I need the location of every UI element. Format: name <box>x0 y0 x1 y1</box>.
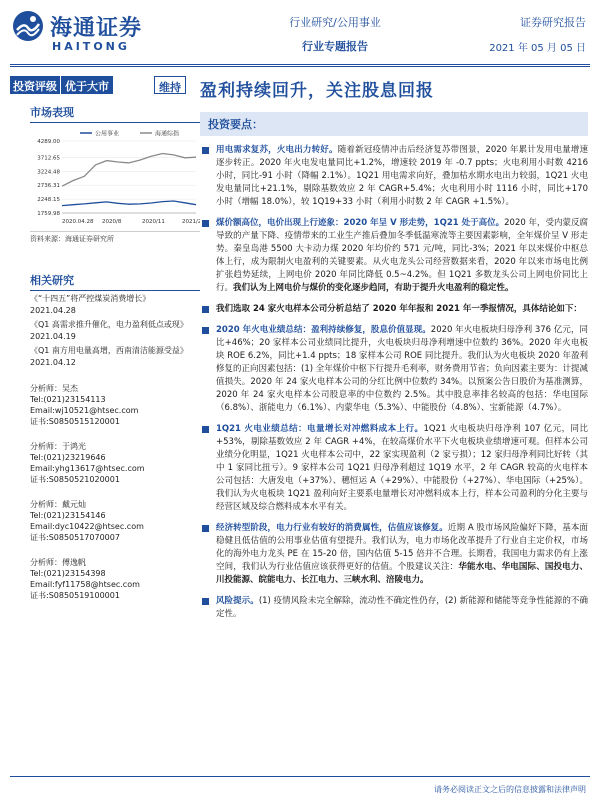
recommended-stocks: 华能水电、华电国际、国投电力、川投能源、皖能电力、长江电力、三峡水利、涪陵电力。 <box>216 562 588 585</box>
analyst-tel: Tel:(021)23154398 <box>30 569 106 578</box>
analyst-name: 分析师：于鸿光 <box>30 442 86 451</box>
report-type: 行业专题报告 <box>302 40 368 53</box>
key-point-body: 1Q21 火电板块归母净利 107 亿元，同比+53%，剔除基数效应 2 年 CAGR +4%，在较高煤价水平下火电板块业绩增速可观。但样本公司业绩分化明显，1Q21 火电样本公司中，22 家实现盈利（2 家亏损）；12 家归母净利同比好转（其中 1 家同比扭亏）。9 家样本公司 1Q21 归母净利超过 1Q19 水平，2 年 CAGR 较高的火电样本公司包括：大唐发电（+37%）、穗恒运 A（+29%）、中能股份（+27%）、华电国际（+25%）。我们认为火电板块 1Q21 盈利向好主要系电量增长对冲燃料成本上行，样本公司盈利的分化主要与经营区域及综合燃料成本水平有关。 <box>216 424 588 512</box>
series-line <box>62 201 196 206</box>
related-item-date: 2021.04.19 <box>30 332 76 341</box>
legend-label: 海通综指 <box>155 130 180 138</box>
related-heading: 相关研究 <box>30 272 200 291</box>
chart-source: 资料来源：海通证券研究所 <box>30 231 200 244</box>
related-item-title[interactable]: 《Q1 南方用电量高增，西南清洁能源受益》 <box>30 346 188 355</box>
analyst-cert: 证书:S0850515120001 <box>30 417 120 426</box>
bullet-square-icon <box>202 426 209 433</box>
bullet-square-icon <box>202 147 209 154</box>
company-logo <box>12 10 182 56</box>
bullet-square-icon <box>202 306 209 313</box>
related-item-title[interactable]: 《Q1 高需求推升催化，电力盈利低点或现》 <box>30 320 188 329</box>
series-line <box>62 154 196 187</box>
y-tick-label: 2248.15 <box>37 197 60 204</box>
key-point-lead: 煤价额高位，电价出现上行迹象：2020 年呈 V 形走势，1Q21 处于高位。 <box>216 218 505 228</box>
analyst-email[interactable]: Email:dyc10422@htsec.com <box>30 522 144 531</box>
analyst-email[interactable]: Email:wj10521@htsec.com <box>30 406 139 415</box>
market-chart-svg <box>30 127 200 227</box>
page-header <box>0 0 600 62</box>
analyst-email[interactable]: Email:yhg13617@htsec.com <box>30 464 145 473</box>
x-tick-label: 2020.04.28 <box>62 219 94 225</box>
analyst-name: 分析师：吴杰 <box>30 384 78 393</box>
key-point-lead: 2020 年火电业绩总结：盈利持续修复，股息价值显现。 <box>216 325 431 335</box>
report-category: 行业研究/公用事业 <box>289 16 381 29</box>
key-point-paragraph <box>200 217 588 295</box>
key-point-paragraph <box>200 423 588 514</box>
y-tick-label: 3224.48 <box>37 169 60 176</box>
x-tick-label: 2020/11 <box>142 219 165 225</box>
x-tick-label: 2020/8 <box>102 219 122 225</box>
related-item-date: 2021.04.12 <box>30 358 76 367</box>
market-heading: 市场表现 <box>30 104 200 123</box>
report-date: 2021 年 05 月 05 日 <box>489 43 586 54</box>
header-divider <box>10 64 590 65</box>
rating-label: 投资评级 <box>10 76 60 94</box>
investment-rating <box>10 76 186 94</box>
key-point-body: 2020 年火电板块归母净利 376 亿元，同比+46%；20 家样本公司业绩同比提升，火电板块归母净利增速中位数约 36%。2020 年火电板块 ROE 6.2%，同比+1.4 ppts；18 家样本公司 ROE 同比提升。我们认为火电板块 2020 年盈利修复的正向因素包括：(1) 全年煤价中枢下行提升毛利率，财务费用节省；负向因素主要为：计提减值损失。2020 年 24 家火电样本公司的分红比例中位数约 34%。以预案公告日股价为基准测算，2020 年 24 家火电样本公司股息率的中位数约 2.5%。其中股息率排名较高的包括：华电国际（6.8%）、浙能电力（6.1%）、内蒙华电（5.3%）、中能股份（4.8%）、宝新能源（4.7%）。 <box>216 325 588 413</box>
header-divider-secondary <box>10 66 590 67</box>
analyst-list <box>30 383 200 601</box>
haitong-logo-icon <box>12 10 44 42</box>
analyst-cert: 证书:S0850521020001 <box>30 475 120 484</box>
analyst-card <box>30 383 200 427</box>
key-point-paragraph <box>200 595 588 621</box>
main-content <box>200 112 588 621</box>
analyst-tel: Tel:(021)23154113 <box>30 395 106 404</box>
key-point-body: 随着新冠疫情冲击后经济复苏带图景，2020 年累计发用电量增速逐步转正。2020 年火电发电量同比+1.2%，增速较 2019 年 -0.7 ppts；火电利用小时数 4216 小时，同比-91 小时（降幅 2.1%）。1Q21 用电需求向好，叠加枯水期水电出力较弱，1Q21 火电发电量同比+21.1%，剔除基数效应 2 年 CAGR+5.4%；火电利用小时 1116 小时，同比+170 小时（增幅 18.0%），较 1Q19+33 小时（利用小时数 2 年 CAGR +1.5%）。 <box>216 145 588 207</box>
key-point-conclusion: 我们认为上网电价与煤价的变化逐步趋同，有助于提升火电盈利的稳定性。 <box>233 283 514 293</box>
logo-english-name: HAITONG <box>52 40 130 53</box>
y-tick-label: 4289.00 <box>37 139 60 145</box>
key-point-body: (1) 疫情风险未完全解除，流动性不确定性仍存，(2) 新能源和储能等竞争性能源的不确定性。 <box>216 596 588 619</box>
analyst-tel: Tel:(021)23154146 <box>30 511 106 520</box>
footer-divider <box>10 776 590 777</box>
bullet-square-icon <box>202 525 209 532</box>
analyst-card <box>30 499 200 543</box>
key-point-paragraph <box>200 303 588 316</box>
report-meta-block <box>489 14 586 54</box>
analyst-cert: 证书:S0850517070007 <box>30 533 120 542</box>
key-point-lead: 1Q21 火电业绩总结：电量增长对冲燃料成本上行。 <box>216 424 424 434</box>
analyst-tel: Tel:(021)23219646 <box>30 453 106 462</box>
left-sidebar <box>30 104 200 601</box>
market-chart <box>30 127 200 227</box>
key-point-body: 近期 A 股市场风险偏好下降，基本面稳健且低估值的公用事业估值有望提升。我们认为，电力市场化改革提升了行业自主定价权，市场化的海外电力龙头 PE 在 15-20 倍，国内估值 5-15 倍并不合理。长期看，我国电力需求仍有上涨空间，我们认为行业估值应该获得更好的估值。个股建议关注： <box>216 523 588 572</box>
y-tick-label: 2736.31 <box>37 183 60 190</box>
x-tick-label: 2021/2 <box>182 219 200 225</box>
key-point-paragraph <box>200 522 588 587</box>
key-point-lead: 经济转型阶段，电力行业有较好的消费属性，估值应该修复。 <box>216 523 448 533</box>
related-list <box>30 293 200 369</box>
key-point-lead: 用电需求复苏，火电出力转好。 <box>216 145 338 155</box>
key-point-lead: 我们选取 24 家火电样本公司分析总结了 2020 年年报和 2021 年一季报情况，具体结论如下： <box>216 304 582 314</box>
rating-value: 优于大市 <box>60 76 113 94</box>
key-point-paragraph <box>200 144 588 209</box>
analyst-cert: 证书:S0850519100001 <box>30 591 120 600</box>
analyst-card <box>30 557 200 601</box>
analyst-name: 分析师：傅逸帆 <box>30 558 86 567</box>
key-point-paragraph <box>200 324 588 415</box>
key-point-lead: 风险提示。 <box>216 596 259 606</box>
report-label: 证券研究报告 <box>520 16 586 29</box>
report-title: 盈利持续回升，关注股息回报 <box>200 81 434 101</box>
rating-status: 维持 <box>154 76 186 94</box>
bullet-square-icon <box>202 220 209 227</box>
bullet-square-icon <box>202 327 209 334</box>
key-point-body: 2020 年，受内蒙反腐导致的产量下降、疫情带来的工业生产推后叠加冬季低温寒流等主要因素影响，全年煤价呈 V 形走势。秦皇岛港 5500 大卡动力煤 2020 年均价约 571 元/吨，同比-3%；2021 年以来煤价中枢总体上行，成为限制火电盈利的关键要素。从火电龙头公司经营数据来看，2020 年以来市场电比例扩张趋势延续，上网电价 2020 年同比降低 0.5~4.2%。但 1Q21 多数龙头公司上网电价同比上行。 <box>216 218 588 293</box>
related-item-date: 2021.04.28 <box>30 306 76 315</box>
logo-chinese-name: 海通证券 <box>50 14 143 41</box>
y-tick-label: 3712.65 <box>37 155 60 162</box>
report-category-block <box>270 14 400 54</box>
bullet-square-icon <box>202 598 209 605</box>
analyst-email[interactable]: Email:fyf11758@htsec.com <box>30 580 140 589</box>
analyst-name: 分析师：戴元灿 <box>30 500 86 509</box>
related-item-title[interactable]: 《“十四五”将严控煤炭消费增长》 <box>30 294 151 303</box>
key-points-heading: 投资要点： <box>200 112 588 136</box>
legend-label: 公用事业 <box>95 130 120 138</box>
analyst-card <box>30 441 200 485</box>
y-tick-label: 1759.98 <box>37 211 60 217</box>
footer-disclaimer: 请务必阅读正文之后的信息披露和法律声明 <box>434 785 586 794</box>
